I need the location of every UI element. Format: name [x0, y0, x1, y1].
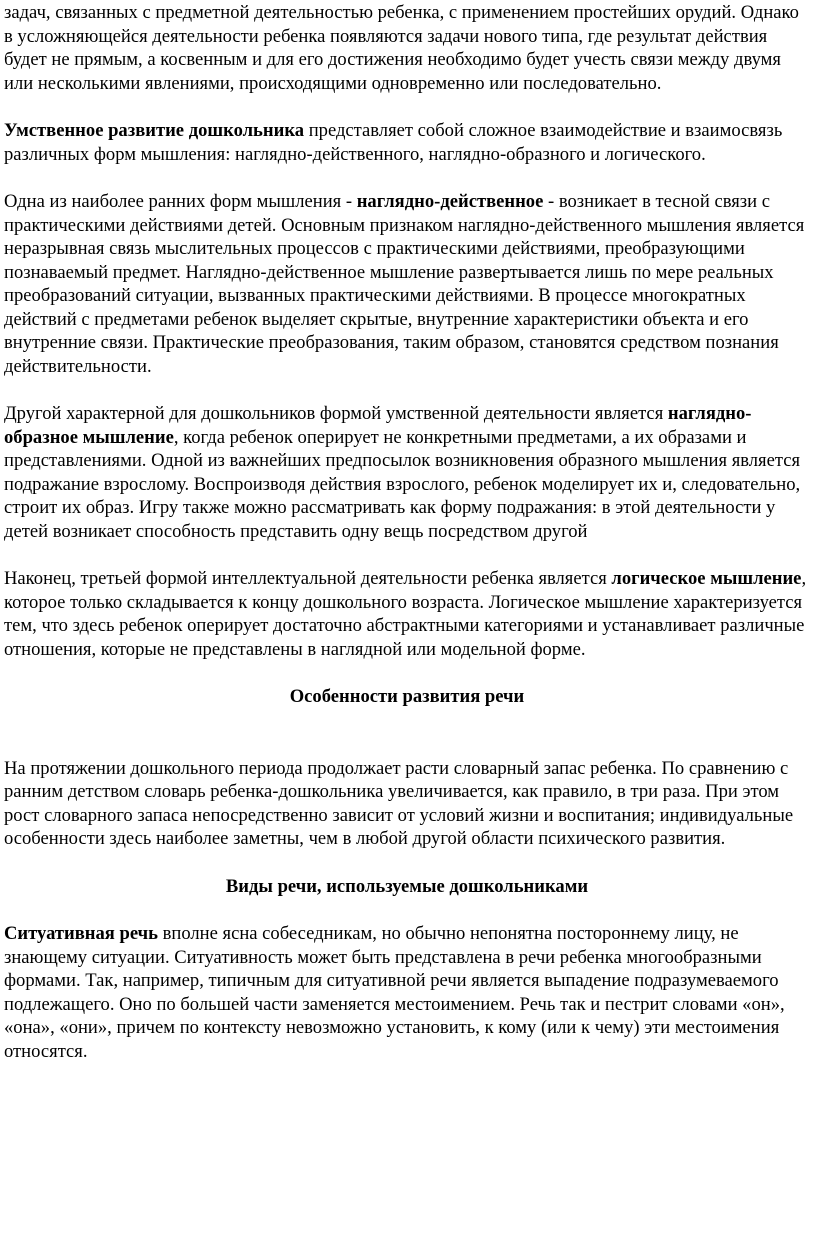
bold-term: Умственное развитие дошкольника	[4, 120, 305, 141]
paragraph-text: , когда ребенок оперирует не конкретными предметами, а их образами и представлениями. Одной из важнейших предпосылок возникновения образного мышления является подражание взрослому. Воспроизводя действия взрослого, ребенок моделирует их и, следовательно, строит их образ. Игру также можно рассматривать как форму подражания: в этой деятельности у детей возникает способность представить одну вещь посредством другой	[4, 426, 801, 542]
bold-term: Ситуативная речь	[4, 923, 158, 944]
paragraph-text: вполне ясна собеседникам, но обычно непонятна постороннему лицу, не знающему ситуации. Ситуативность может быть представлена в речи ребенка многообразными формами. Так, например, типичным для ситуативной речи является выпадение подразумеваемого подлежащего. Оно по большей части заменяется местоимением. Речь так и пестрит словами «он», «она», «они», причем по контексту невозможно установить, к кому (или к чему) эти местоимения относятся.	[4, 923, 785, 1062]
paragraph-vocabulary	[4, 757, 810, 851]
bold-term: наглядно-действенное	[356, 191, 544, 212]
paragraph-gap	[4, 661, 810, 685]
bold-term: логическое мышление	[611, 568, 802, 589]
paragraph-text: На протяжении дошкольного периода продолжает расти словарный запас ребенка. По сравнению с ранним детством словарь ребенка-дошкольника увеличивается, как правило, в три раза. При этом рост словарного запаса непосредственно зависит от условий жизни и воспитания; индивидуальные особенности здесь наиболее заметны, чем в любой другой области психического развития.	[4, 757, 794, 849]
paragraph-text: Другой характерной для дошкольников формой умственной деятельности является	[4, 403, 668, 424]
paragraph-gap	[4, 95, 810, 119]
section-heading-speech-development: Особенности развития речи	[289, 686, 525, 707]
paragraph-situational-speech	[4, 922, 810, 1063]
paragraph-text: представляет собой сложное взаимодействие и взаимосвязь различных форм мышления: наглядно-действенного, наглядно-образного и логического.	[4, 120, 783, 165]
paragraph-visual-action-thinking	[4, 190, 810, 378]
section-heading-speech-types: Виды речи, используемые дошкольниками	[225, 875, 589, 897]
paragraph-text: - возникает в тесной связи с практическими действиями детей. Основным признаком наглядно-действенного мышления является неразрывная связь мыслительных процессов с практическими действиями, преобразующими познаваемый предмет. Наглядно-действенное мышление развертывается лишь по мере реальных преобразований ситуации, вызванных практическими действиями. В процессе многократных действий с предметами ребенок выделяет скрытые, внутренние характеристики объекта и его внутренние связи. Практические преобразования, таким образом, становятся средством познания действительности.	[4, 191, 805, 377]
paragraph-gap	[4, 709, 810, 757]
paragraph-text: Наконец, третьей формой интеллектуальной деятельности ребенка является	[4, 568, 612, 589]
paragraph-mental-development	[4, 119, 810, 166]
paragraph-gap	[4, 851, 810, 875]
paragraph-gap	[4, 898, 810, 922]
paragraph-visual-figurative-thinking	[4, 402, 810, 543]
paragraph-gap	[4, 378, 810, 402]
bold-term: наглядно-образное мышление	[4, 403, 752, 448]
paragraph-gap	[4, 166, 810, 190]
paragraph-logical-thinking	[4, 567, 810, 661]
paragraph-gap	[4, 543, 810, 567]
paragraph-text: Одна из наиболее ранних форм мышления -	[4, 191, 357, 212]
paragraph-intro-tasks	[4, 1, 810, 95]
paragraph-text: , которое только складывается к концу дошкольного возраста. Логическое мышление характеризуется тем, что здесь ребенок оперирует достаточно абстрактными категориями и устанавливает различные отношения, которые не представлены в наглядной или модельной форме.	[4, 568, 807, 660]
paragraph-text: задач, связанных с предметной деятельностью ребенка, с применением простейших орудий. Однако в усложняющейся деятельности ребенка появляются задачи нового типа, где результат действия будет не прямым, а косвенным и для его достижения необходимо будет учесть связи между двумя или несколькими явлениями, происходящими одновременно или последовательно.	[4, 2, 799, 94]
